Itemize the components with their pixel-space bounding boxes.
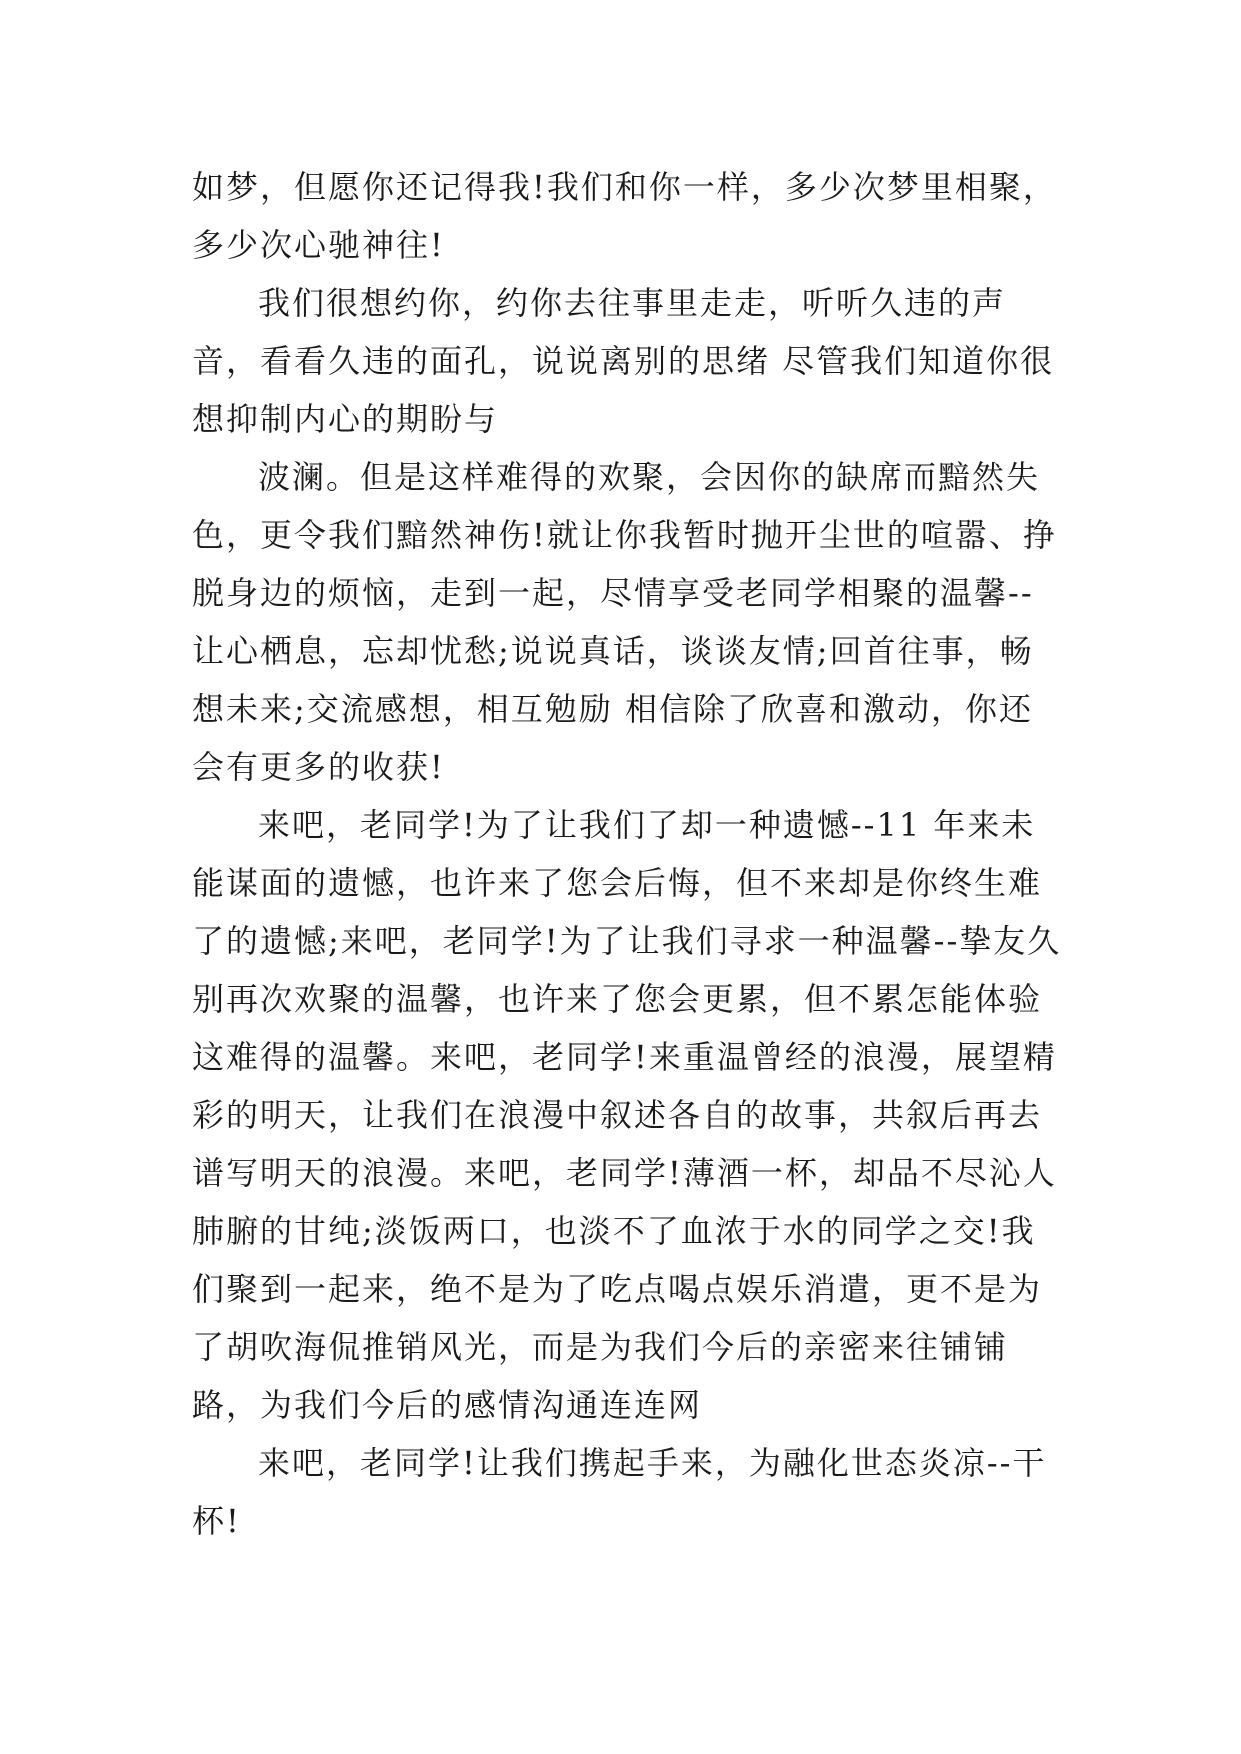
paragraph-1: 如梦，但愿你还记得我!我们和你一样，多少次梦里相聚，多少次心驰神往! [192, 168, 1057, 264]
paragraph-4: 来吧，老同学!为了让我们了却一种遗憾--11 年来未能谋面的遗憾，也许来了您会后悔，但不来却是你终生难了的遗憾;来吧，老同学!为了让我们寻求一种温馨--挚友久别再次欢聚的温馨，也许来了您会更累，但不累怎能体验这难得的温馨。来吧，老同学!来重温曾经的浪漫，展望精彩的明天，让我们在浪漫中叙述各自的故事，共叙后再去谱写明天的浪漫。来吧，老同学!薄酒一杯，却品不尽沁人肺腑的甘纯;淡饭两口，也淡不了血浓于水的同学之交!我们聚到一起来，绝不是为了吃点喝点娱乐消遣，更不是为了胡吹海侃推销风光，而是为我们今后的亲密来往铺铺路，为我们今后的感情沟通连连网 [192, 806, 1062, 1424]
paragraph-3: 波澜。但是这样难得的欢聚，会因你的缺席而黯然失色，更令我们黯然神伤!就让你我暂时抛开尘世的喧嚣、挣脱身边的烦恼，走到一起，尽情享受老同学相聚的温馨--让心栖息，忘却忧愁;说说真话，谈谈友情;回首往事，畅想未来;交流感想，相互勉励 相信除了欣喜和激动，你还会有更多的收获! [192, 458, 1057, 786]
document-body [192, 158, 1062, 1550]
paragraph-2: 我们很想约你，约你去往事里走走，听听久违的声音，看看久违的面孔，说说离别的思绪 尽管我们知道你很想抑制内心的期盼与 [192, 284, 1055, 438]
paragraph-5: 来吧，老同学!让我们携起手来，为融化世态炎凉--干杯! [192, 1444, 1047, 1540]
